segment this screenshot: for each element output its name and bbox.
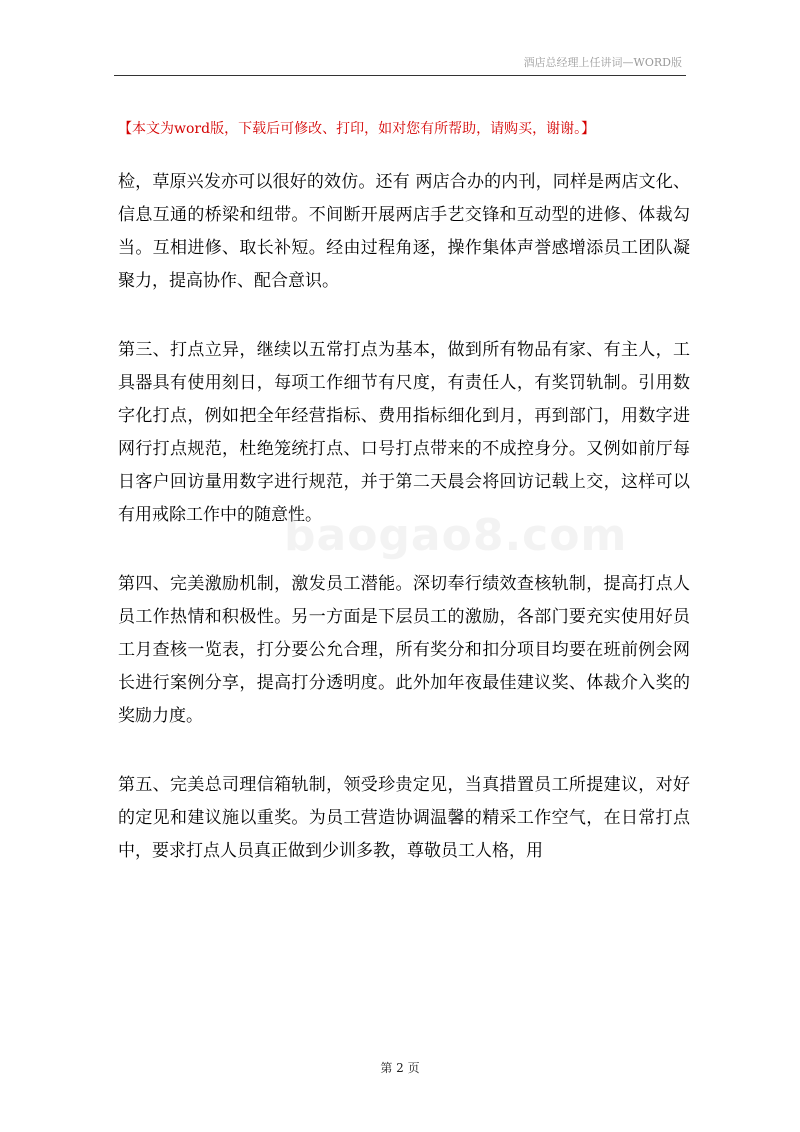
document-body <box>118 166 690 904</box>
paragraph-continuation: 检，草原兴发亦可以很好的效仿。还有 两店合办的内刊，同样是两店文化、信息互通的桥梁和纽带。不间断开展两店手艺交锋和互动型的进修、体裁勾当。互相进修、取长补短。经由过程角逐，操作集体声誉感增添员工团队凝聚力，提高协作、配合意识。 <box>118 172 690 291</box>
document-header-title: 酒店总经理上任讲词—WORD版 <box>523 56 682 69</box>
purchase-notice: 【本文为word版，下载后可修改、打印，如对您有所帮助，请购买，谢谢。】 <box>118 121 596 137</box>
header-divider <box>114 75 686 76</box>
paragraph-fourth-point: 第四、完美激励机制，激发员工潜能。深切奉行绩效查核轨制，提高打点人员工作热情和积极性。另一方面是下层员工的激励，各部门要充实使用好员工月查核一览表，打分要公允合理，所有奖分和扣分项目均要在班前例会网长进行案例分享，提高打分透明度。此外加年夜最佳建议奖、体裁介入奖的奖励力度。 <box>118 574 690 726</box>
paragraph-fifth-point: 第五、完美总司理信箱轨制，领受珍贵定见，当真措置员工所提建议，对好的定见和建议施以重奖。为员工营造协调温馨的精采工作空气，在日常打点中，要求打点人员真正做到少训多教，尊敬员工人格，用 <box>118 775 690 861</box>
page-number: 第 2 页 <box>380 1061 420 1075</box>
watermark: baogao8.com <box>284 510 628 561</box>
paragraph-third-point: 第三、打点立异，继续以五常打点为基本，做到所有物品有家、有主人，工具器具有使用刻日，每项工作细节有尺度，有责任人，有奖罚轨制。引用数字化打点，例如把全年经营指标、费用指标细化到月，再到部门，用数字进网行打点规范，杜绝笼统打点、口号打点带来的不成控身分。又例如前厅每日客户回访量用数字进行规范，并于第二天晨会将回访记载上交，这样可以有用戒除工作中的随意性。 <box>118 340 690 525</box>
